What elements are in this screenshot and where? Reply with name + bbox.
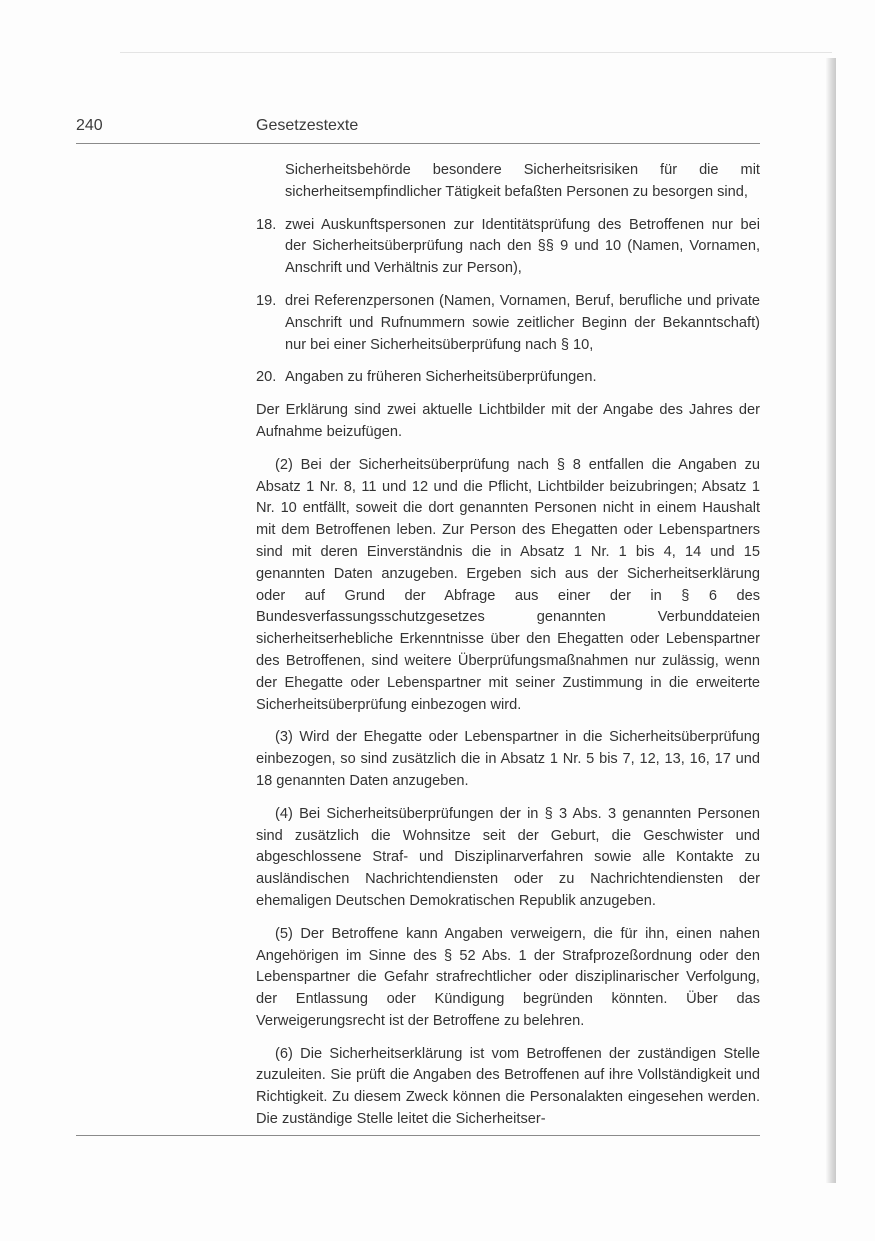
list-item-number: 18. xyxy=(256,216,277,233)
paragraph-2: (2) Bei der Sicherheitsüberprüfung nach § 8 entfallen die Angaben zu Absatz 1 Nr. 8, 11 und 12 und die Pflicht, Lichtbilder beizubringen; Absatz 1 Nr. 10 entfällt, soweit die dort genannten Personen nicht in einem Haushalt mit dem Betroffenen leben. Zur Person des Ehegatten oder Lebenspartners sind mit deren Einverständnis die in Absatz 1 Nr. 1 bis 4, 14 und 15 genannten Daten anzugeben. Ergeben sich aus der Sicherheitserklärung oder auf Grund der Abfrage aus einer der in § 6 des Bundesverfassungsschutzgesetzes genannten Verbunddateien sicherheitserhebliche Erkenntnisse über den Ehegatten oder Lebenspartner des Betroffenen, sind weitere Überprüfungsmaßnahmen nur zulässig, wenn der Ehegatte oder Lebenspartner mit seiner Zustimmung in die erweiterte Sicherheitsüberprüfung einbezogen wird. xyxy=(256,456,760,713)
scan-top-edge xyxy=(120,52,832,53)
list-item-text: drei Referenzpersonen (Namen, Vornamen, Beruf, berufliche und private Anschrift und Rufnummern sowie zeitlicher Beginn der Bekanntschaft) nur bei einer Sicherheitsüberprüfung nach § 10, xyxy=(285,292,760,353)
list-item-text: zwei Auskunftspersonen zur Identitätsprüfung des Betroffenen nur bei der Sicherheitsüberprüfung nach den §§ 9 und 10 (Namen, Vornamen, Anschrift und Verhältnis zur Person), xyxy=(285,216,760,277)
list-item-text: Angaben zu früheren Sicherheitsüberprüfungen. xyxy=(285,369,597,386)
paragraph-lichtbilder: Der Erklärung sind zwei aktuelle Lichtbilder mit der Angabe des Jahres der Aufnahme beizufügen. xyxy=(256,402,760,440)
running-head: Gesetzestexte xyxy=(256,117,359,134)
footer-rule xyxy=(76,1135,760,1136)
continuation-paragraph: Sicherheitsbehörde besondere Sicherheitsrisiken für die mit sicherheitsempfindlicher Tätigkeit befaßten Personen zu besorgen sind, xyxy=(285,162,760,200)
paragraph-4: (4) Bei Sicherheitsüberprüfungen der in § 3 Abs. 3 genannten Personen sind zusätzlich die Wohnsitze seit der Geburt, die Geschwister und abgeschlossene Straf- und Disziplinarverfahren sowie alle Kontakte zu ausländischen Nachrichtendiensten oder zu Nachrichtendiensten der ehemaligen Deutschen Demokratischen Republik anzugeben. xyxy=(256,805,760,909)
page-header xyxy=(76,117,760,144)
scan-right-edge xyxy=(826,58,836,1183)
list-item xyxy=(256,291,760,356)
body-text xyxy=(256,160,760,1142)
paragraph-3: (3) Wird der Ehegatte oder Lebenspartner in die Sicherheitsüberprüfung einbezogen, so sind zusätzlich die in Absatz 1 Nr. 5 bis 7, 12, 13, 16, 17 und 18 genannten Daten anzugeben. xyxy=(256,729,760,789)
list-item xyxy=(256,215,760,280)
paragraph-5: (5) Der Betroffene kann Angaben verweigern, die für ihn, einen nahen Angehörigen im Sinne des § 52 Abs. 1 der Strafprozeßordnung oder den Lebenspartner die Gefahr strafrechtlicher oder disziplinarischer Verfolgung, der Entlassung oder Kündigung begründen könnten. Über das Verweigerungsrecht ist der Betroffene zu belehren. xyxy=(256,925,760,1029)
page-number: 240 xyxy=(76,117,103,134)
list-item-number: 20. xyxy=(256,369,277,386)
paragraph-6: (6) Die Sicherheitserklärung ist vom Betroffenen der zuständigen Stelle zuzuleiten. Sie prüft die Angaben des Betroffenen auf ihre Vollständigkeit und Richtigkeit. Zu diesem Zweck können die Personalakten eingesehen werden. Die zuständige Stelle leitet die Sicherheitser- xyxy=(256,1045,760,1128)
list-item-number: 19. xyxy=(256,292,277,309)
list-item xyxy=(256,367,760,389)
